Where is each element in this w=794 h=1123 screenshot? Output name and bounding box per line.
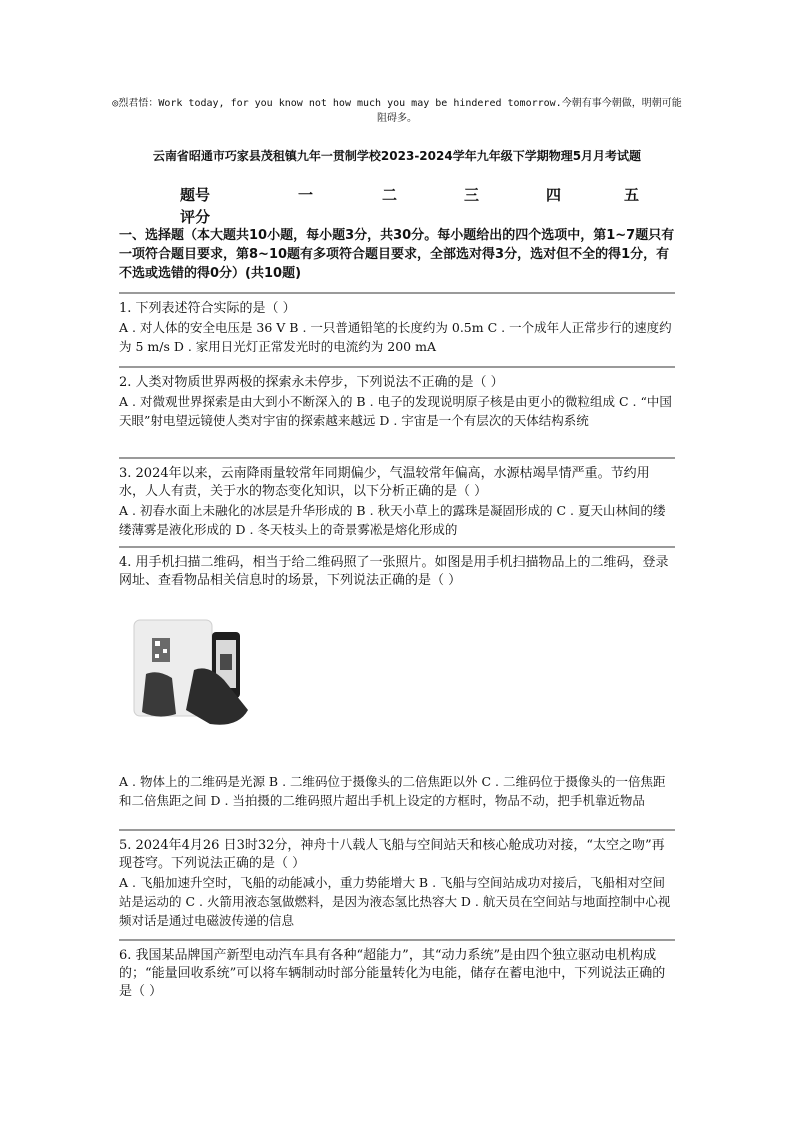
- question-options: A . 初春水面上未融化的冰层是升华形成的 B . 秋天小草上的露珠是凝固形成的 C . 夏天山林间的缕缕薄雾是液化形成的 D . 冬天枝头上的奇景雾凇是熔化形成的: [119, 503, 666, 537]
- score-row-grades: [180, 206, 660, 228]
- question-stem: 4. 用手机扫描二维码，相当于给二维码照了一张照片。如图是用手机扫描物品上的二维码，登录网址、查看物品相关信息时的场景，下列说法正确的是（ ）: [119, 555, 669, 588]
- motto-text: ◎烈君悟：Work today, for you know not how much you may be hindered tomorrow.今朝有事今朝做，明朝可能阻碍多。: [112, 98, 682, 124]
- score-col-4: 四: [546, 186, 562, 204]
- question-divider: [119, 457, 675, 459]
- question-6: [119, 939, 675, 1001]
- exam-title: 云南省昭通市巧家县茂租镇九年一贯制学校2023-2024学年九年级下学期物理5月月考试题: [152, 149, 642, 163]
- question-stem: 1. 下列表述符合实际的是（ ）: [119, 301, 296, 316]
- question-2: [119, 366, 675, 430]
- question-stem: 5. 2024年4月26 日3时32分，神舟十八载人飞船与空间站天和核心舱成功对接，“太空之吻”再现苍穹。下列说法正确的是（ ）: [119, 838, 665, 871]
- question-3: [119, 457, 675, 539]
- question-divider: [119, 292, 675, 294]
- score-grade-label: 评分: [180, 208, 211, 226]
- score-row-question-numbers: [180, 184, 660, 206]
- qr-scan-photo: [128, 614, 268, 730]
- question-stem: 6. 我国某品牌国产新型电动汽车具有各种“超能力”，其“动力系统”是由四个独立驱动电机构成的；“能量回收系统”可以将车辆制动时部分能量转化为电能，储存在蓄电池中，下列说法正确的是（ ）: [119, 948, 666, 999]
- question-divider: [119, 366, 675, 368]
- question-stem: 3. 2024年以来，云南降雨量较常年同期偏少，气温较常年偏高，水源枯竭旱情严重。节约用水，人人有责，关于水的物态变化知识，以下分析正确的是（ ）: [119, 466, 650, 499]
- question-divider: [119, 546, 675, 548]
- question-options: A . 对人体的安全电压是 36 V B . 一只普通铅笔的长度约为 0.5m C . 一个成年人正常步行的速度约为 5 m/s D . 家用日光灯正常发光时的电流约为 200 mA: [119, 320, 672, 354]
- question-divider: [119, 939, 675, 941]
- score-col-2: 二: [382, 186, 398, 204]
- question-stem: 2. 人类对物质世界两极的探索永未停步，下列说法不正确的是（ ）: [119, 375, 504, 390]
- question-options: A . 物体上的二维码是光源 B . 二维码位于摄像头的二倍焦距以外 C . 二维码位于摄像头的一倍焦距和二倍焦距之间 D . 当拍摄的二维码照片超出手机上设定的方框时，物品不动，把手机靠近物品: [119, 774, 666, 808]
- score-col-1: 一: [298, 186, 314, 204]
- question-5: [119, 829, 675, 930]
- score-col-3: 三: [464, 186, 480, 204]
- question-options: A . 飞船加速升空时，飞船的动能减小，重力势能增大 B . 飞船与空间站成功对接后，飞船相对空间站是运动的 C . 火箭用液态氢做燃料，是因为液态氢比热容大 D . 航天员在空间站与地面控制中心视频对话是通过电磁波传递的信息: [119, 875, 671, 928]
- score-header-label: 题号: [180, 186, 211, 204]
- question-divider: [119, 829, 675, 831]
- question-options: A . 对微观世界探索是由大到小不断深入的 B . 电子的发现说明原子核是由更小的微粒组成 C . “中国天眼”射电望远镜使人类对宇宙的探索越来越远 D . 宇宙是一个有层次的天体结构系统: [119, 394, 672, 428]
- score-col-5: 五: [624, 186, 640, 204]
- section-heading: 一、选择题（本大题共10小题，每小题3分，共30分。每小题给出的四个选项中，第1~7题只有一项符合题目要求，第8~10题有多项符合题目要求，全部选对得3分，选对但不全的得1分，有不选或选错的得0分）(共10题): [119, 228, 675, 281]
- score-table: [180, 184, 660, 228]
- question-1: [119, 292, 675, 356]
